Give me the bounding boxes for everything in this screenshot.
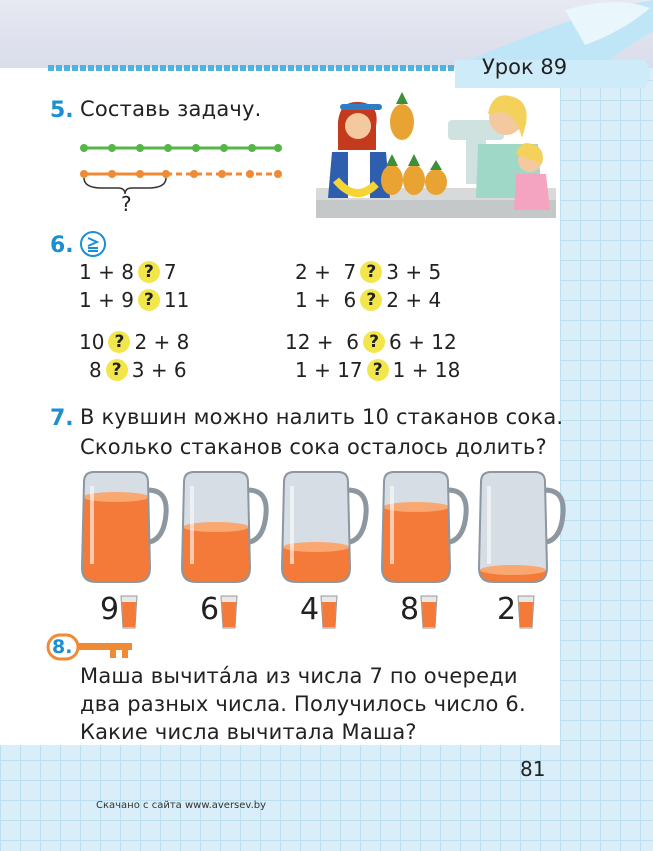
footer-source: Скачано с сайта www.aversev.by [96,800,267,811]
compare-mark[interactable]: ? [138,289,160,311]
task7-line2: Сколько стаканов сока осталось долить? [80,435,547,459]
juice-glass-icon [320,594,338,630]
task6-row-4-left: 8 ? 3 + 6 [89,358,187,382]
task6-row-2-left: 1 + 9 ? 11 [79,288,190,312]
compare-mark[interactable]: ? [138,261,160,283]
task5-number: 5. [50,98,74,123]
page-number: 81 [520,757,546,781]
lesson-title: Урок 89 [482,55,568,79]
task8-line3: Какие числа вычитала Маша? [80,720,417,744]
segment-diagram [78,140,288,220]
compare-mark[interactable]: ? [360,261,382,283]
glass-count: 9 [100,592,120,627]
header-zigzag [48,65,468,71]
task8-line1: Маша вычитáла из числа 7 по очереди [80,664,518,688]
task6-number: 6. [50,233,74,258]
compare-mark[interactable]: ? [106,359,128,381]
shop-illustration [316,92,556,218]
glass-count: 2 [497,592,517,627]
task5-question: ? [121,192,132,216]
task6-row-4-right: 1 + 17 ? 1 + 18 [295,358,461,382]
juice-glass-icon [120,594,138,630]
compare-signs-icon [80,231,106,257]
compare-mark[interactable]: ? [367,359,389,381]
task6-row-3-right: 12 + 6 ? 6 + 12 [285,330,457,354]
compare-mark[interactable]: ? [363,331,385,353]
juice-glass-icon [420,594,438,630]
task5-text: Составь задачу. [80,97,262,121]
glass-count: 8 [400,592,420,627]
task7-number: 7. [50,406,74,431]
task6-row-3-left: 10 ? 2 + 8 [79,330,190,354]
task6-row-1-left: 1 + 8 ? 7 [79,260,177,284]
juice-glass-icon [220,594,238,630]
compare-mark[interactable]: ? [360,289,382,311]
task8-number: 8. [52,636,73,658]
glass-count: 4 [300,592,320,627]
task6-row-2-right: 1 + 6 ? 2 + 4 [295,288,442,312]
task6-row-1-right: 2 + 7 ? 3 + 5 [295,260,442,284]
task7-line1: В кувшин можно налить 10 стаканов сока. [80,405,564,429]
glass-count: 6 [200,592,220,627]
task8-line2: два разных числа. Получилось число 6. [80,692,526,716]
compare-mark[interactable]: ? [108,331,130,353]
juice-glass-icon [517,594,535,630]
